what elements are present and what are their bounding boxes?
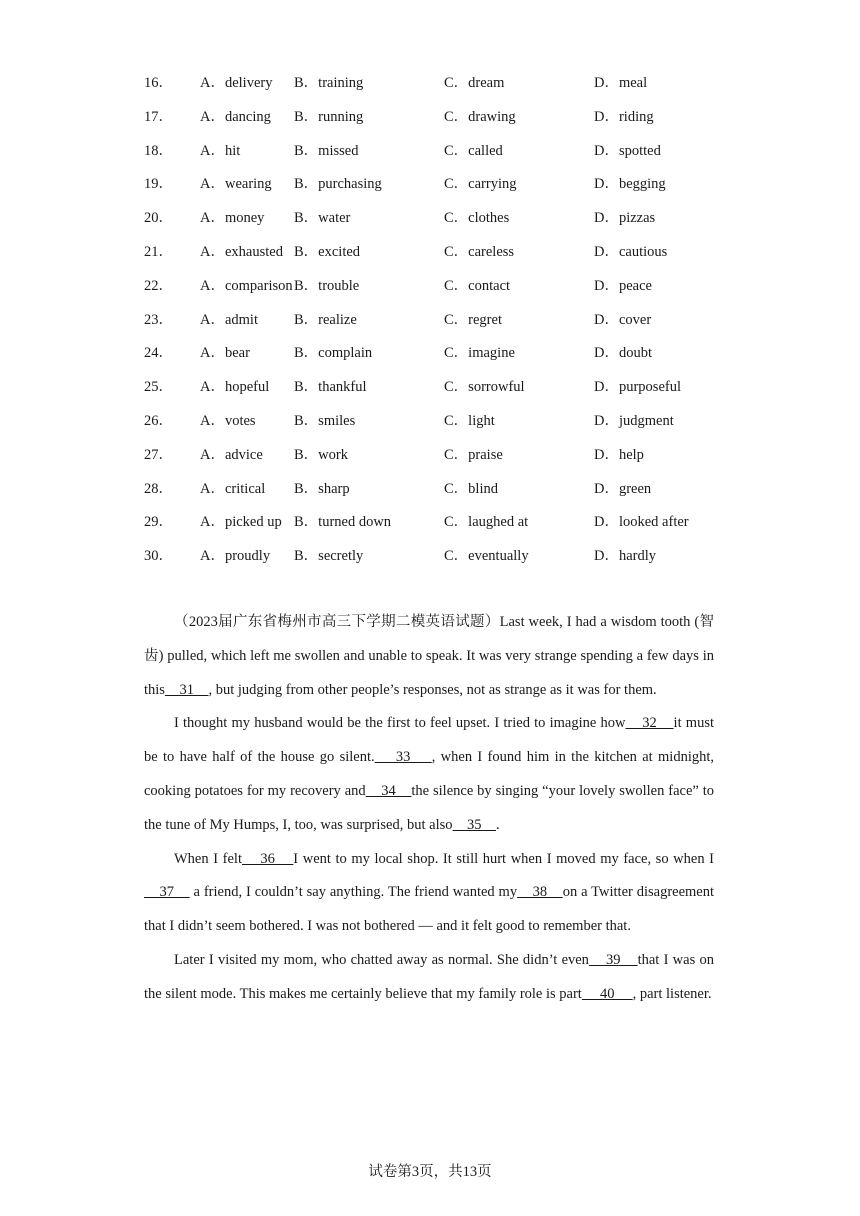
answer-options [144, 72, 744, 579]
option-c: C．praise [444, 446, 503, 463]
question-row [144, 106, 744, 140]
option-b: B．smiles [294, 412, 356, 429]
option-d: D．peace [594, 277, 652, 294]
page-footer: 试卷第3页，共13页 [368, 1164, 492, 1180]
option-a: A．hit [200, 142, 241, 159]
blank-38: 38 [517, 884, 563, 901]
option-a: A．proudly [200, 548, 271, 565]
question-row [144, 342, 744, 376]
passage-text: it must be to have half of the house go silent. [144, 715, 714, 766]
blank-34: 34 [365, 782, 412, 799]
option-c: C．clothes [444, 210, 510, 227]
option-d: D．purposeful [594, 379, 681, 396]
option-b: B．water [294, 210, 351, 227]
passage-text: a friend, I couldn’t say anything. The friend wanted my [189, 884, 518, 901]
option-a: A．advice [200, 446, 263, 463]
option-b: B．thankful [294, 379, 367, 396]
blank-39: 39 [588, 951, 638, 968]
option-c: C．light [444, 412, 495, 429]
passage-text: . [496, 816, 500, 833]
option-a: A．dancing [200, 108, 271, 125]
passage-text: , when I found him in the kitchen at midnight, cooking potatoes for my recovery and [144, 749, 714, 799]
option-c: C．called [444, 142, 503, 159]
option-d: D．green [594, 480, 652, 497]
paragraph [144, 707, 714, 842]
option-a: A．bear [200, 345, 250, 362]
question-number: 17． [144, 108, 173, 125]
question-number: 21． [144, 243, 173, 260]
option-b: B．running [294, 108, 364, 125]
option-b: B．turned down [294, 514, 392, 531]
option-d: D．meal [594, 75, 648, 91]
passage-text: I thought my husband would be the first to feel upset. I tried to imagine how [174, 715, 626, 732]
option-c: C．blind [444, 480, 498, 497]
option-a: A．comparison [200, 277, 293, 294]
passage-text: that I was on the silent mode. This makes me certainly believe that my family role is part [144, 951, 714, 1002]
question-row [144, 207, 744, 241]
option-d: D．help [594, 446, 644, 463]
option-a: A．picked up [200, 514, 282, 531]
question-row [144, 444, 744, 478]
option-d: D．riding [594, 108, 654, 125]
blank-31: 31 [164, 681, 209, 698]
option-b: B．excited [294, 243, 361, 260]
passage-text: , part listener. [632, 985, 712, 1002]
cloze-passage [144, 606, 714, 1012]
option-b: B．trouble [294, 277, 360, 294]
passage-text: I went to my local shop. It still hurt when I moved my face, so when I [293, 850, 715, 867]
option-c: C．eventually [444, 548, 529, 565]
option-c: C．sorrowful [444, 379, 525, 396]
passage-text: When I felt [174, 850, 242, 867]
question-number: 24． [144, 345, 173, 362]
question-number: 23． [144, 311, 173, 328]
option-c: C．regret [444, 311, 502, 328]
question-number: 26． [144, 412, 173, 429]
question-row [144, 241, 744, 275]
option-a: A．critical [200, 480, 266, 497]
option-a: A．wearing [200, 176, 272, 193]
passage-text: （2023届广东省梅州市高三下学期二模英语试题）Last week, I had a wisdom tooth (智齿) pulled, which left me swollen and unable to speak. It was very strange spending a few days in this [144, 614, 714, 698]
paragraph [144, 843, 714, 944]
question-number: 22． [144, 277, 173, 294]
question-number: 16． [144, 75, 173, 91]
blank-33: 33 [374, 749, 432, 766]
question-row [144, 309, 744, 343]
option-b: B．secretly [294, 548, 364, 565]
question-row [144, 410, 744, 444]
option-b: B．training [294, 75, 364, 91]
blank-35: 35 [452, 816, 496, 833]
question-number: 19． [144, 176, 173, 193]
option-b: B．missed [294, 142, 359, 159]
option-c: C．drawing [444, 108, 516, 125]
paragraph [144, 606, 714, 707]
question-number: 18． [144, 142, 173, 159]
option-a: A．money [200, 210, 265, 227]
passage-text: on a Twitter disagreement that I didn’t seem bothered. I was not bothered — and it felt good to remember that. [144, 884, 715, 935]
option-c: C．dream [444, 75, 505, 91]
passage-text: the silence by singing “your lovely swollen face” to the tune of My Humps, I, too, was surprised, but also [144, 782, 715, 833]
question-number: 27． [144, 446, 173, 463]
blank-40: 40 [581, 985, 633, 1002]
blank-36: 36 [241, 850, 294, 867]
option-d: D．cautious [594, 243, 668, 260]
question-row [144, 545, 744, 579]
option-a: A．votes [200, 412, 256, 429]
question-number: 25． [144, 379, 173, 396]
question-row [144, 376, 744, 410]
option-d: D．begging [594, 176, 666, 193]
question-number: 29． [144, 514, 173, 531]
option-d: D．pizzas [594, 210, 656, 227]
option-d: D．judgment [594, 412, 674, 429]
question-number: 30． [144, 548, 173, 565]
option-b: B．complain [294, 345, 373, 362]
option-d: D．cover [594, 311, 652, 328]
blank-32: 32 [625, 715, 674, 732]
question-row [144, 478, 744, 512]
question-number: 28． [144, 480, 173, 497]
option-b: B．realize [294, 311, 357, 328]
option-d: D．spotted [594, 142, 661, 159]
option-c: C．carrying [444, 176, 517, 193]
option-a: A．exhausted [200, 243, 283, 260]
question-row [144, 511, 744, 545]
option-b: B．sharp [294, 480, 350, 497]
option-b: B．purchasing [294, 176, 382, 193]
option-c: C．laughed at [444, 514, 529, 531]
option-d: D．doubt [594, 345, 652, 362]
passage-text: Later I visited my mom, who chatted away as normal. She didn’t even [174, 951, 589, 968]
question-number: 20． [144, 210, 173, 227]
option-c: C．contact [444, 277, 511, 294]
question-row [144, 275, 744, 309]
blank-37: 37 [144, 884, 190, 901]
option-d: D．hardly [594, 548, 657, 565]
question-row [144, 173, 744, 207]
paragraph [144, 944, 714, 1012]
passage-text: , but judging from other people’s responses, not as strange as it was for them. [208, 681, 657, 698]
question-row [144, 140, 744, 174]
option-a: A．hopeful [200, 379, 270, 396]
option-a: A．admit [200, 311, 258, 328]
option-d: D．looked after [594, 514, 689, 531]
question-row [144, 72, 744, 106]
option-b: B．work [294, 446, 348, 463]
option-c: C．imagine [444, 345, 515, 362]
option-a: A．delivery [200, 75, 273, 91]
option-c: C．careless [444, 243, 515, 260]
